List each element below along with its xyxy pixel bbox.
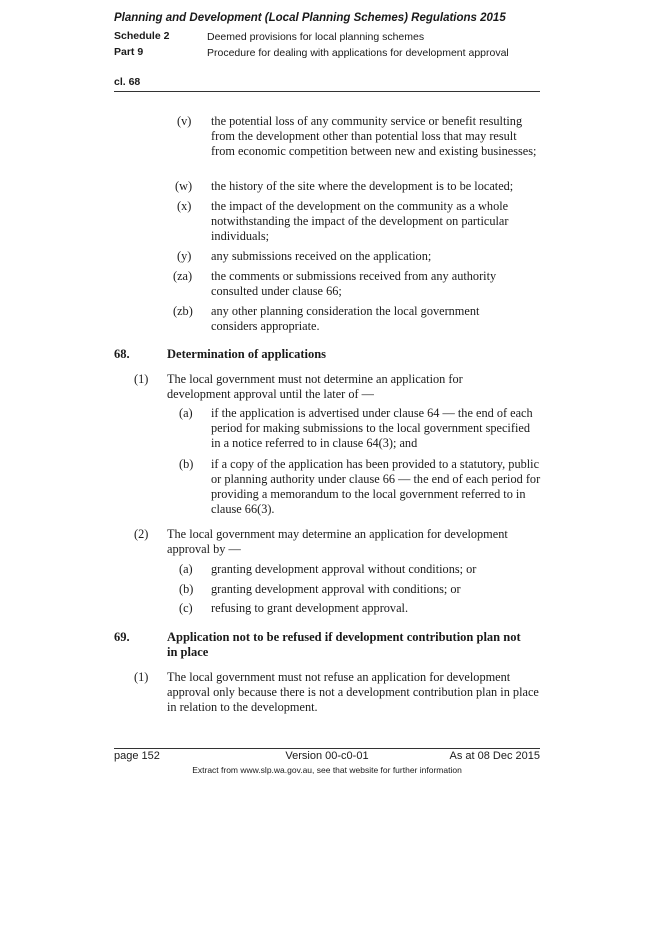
subclause-text: The local government must not determine an application for development approval until the later of —: [167, 372, 463, 401]
schedule-text: Deemed provisions for local planning schemes: [207, 31, 425, 43]
section-number: 68.: [114, 347, 130, 361]
item-label: (w): [175, 179, 193, 193]
header-divider: [114, 91, 540, 92]
subclause-text: The local government may determine an application for development approval by —: [167, 527, 508, 556]
item-text: the potential loss of any community service or benefit resulting from the development other than potential loss that may result from economic competition between new and existing businesses;: [211, 114, 537, 158]
item-text: the impact of the development on the community as a whole notwithstanding the impact of the development on particular individuals;: [211, 199, 509, 243]
source-note: Extract from www.slp.wa.gov.au, see that website for further information: [192, 765, 462, 775]
item-text: any other planning consideration the local government considers appropriate.: [211, 304, 480, 333]
item-text: granting development approval without conditions; or: [211, 562, 477, 576]
clause-ref: cl. 68: [114, 76, 141, 88]
item-label: (a): [179, 406, 193, 420]
part-text: Procedure for dealing with applications for development approval: [207, 47, 509, 59]
item-label: (v): [177, 114, 192, 128]
version-label: Version 00-c0-01: [285, 750, 369, 762]
item-label: (zb): [173, 304, 193, 318]
item-text: any submissions received on the application;: [211, 249, 432, 263]
item-text: the comments or submissions received from any authority consulted under clause 66;: [211, 269, 497, 298]
as-at-date: As at 08 Dec 2015: [449, 750, 540, 762]
subclause-label: (1): [134, 372, 149, 386]
section-heading: Application not to be refused if development contribution plan not in place: [167, 630, 521, 659]
item-label: (za): [173, 269, 193, 283]
footer-divider: [114, 748, 540, 749]
item-text: if the application is advertised under clause 64 — the end of each period for making submissions to the local government specified in a notice referred to in clause 64(3); and: [211, 406, 533, 450]
item-text: if a copy of the application has been provided to a statutory, public or planning authority under clause 66 — the end of each period for providing a memorandum to the local government referred to in clause 66(3).: [211, 457, 541, 516]
subclause-label: (2): [134, 527, 149, 541]
section-heading: Determination of applications: [167, 347, 327, 361]
item-label: (c): [179, 601, 193, 615]
part-label: Part 9: [114, 46, 144, 58]
item-label: (x): [177, 199, 192, 213]
section-number: 69.: [114, 630, 130, 644]
item-label: (b): [179, 457, 194, 471]
item-label: (a): [179, 562, 193, 576]
item-text: granting development approval with conditions; or: [211, 582, 461, 596]
regulation-title: Planning and Development (Local Planning Schemes) Regulations 2015: [114, 12, 506, 24]
item-label: (y): [177, 249, 192, 263]
page-number: page 152: [114, 750, 160, 762]
subclause-text: The local government must not refuse an application for development approval only because there is not a development contribution plan in place in relation to the development.: [167, 670, 539, 714]
item-text: the history of the site where the development is to be located;: [211, 179, 514, 193]
item-label: (b): [179, 582, 194, 596]
item-text: refusing to grant development approval.: [211, 601, 409, 615]
schedule-label: Schedule 2: [114, 30, 170, 42]
subclause-label: (1): [134, 670, 149, 684]
